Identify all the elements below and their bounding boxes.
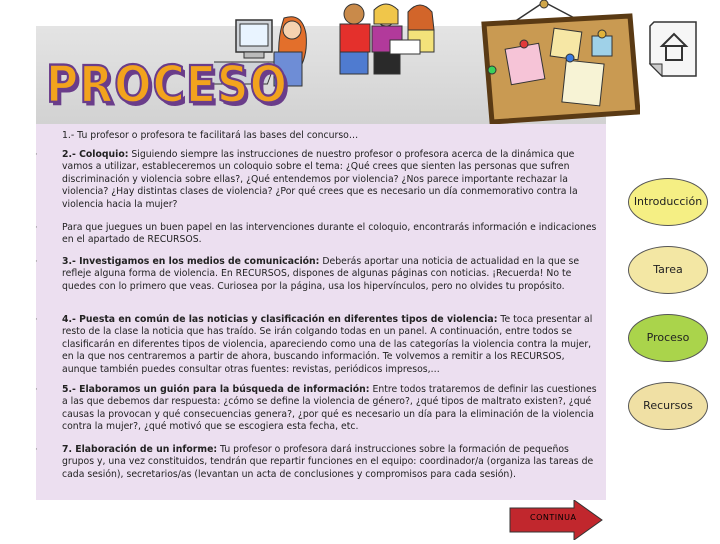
list-item: · 2.- Coloquio: Siguiendo siempre las instrucciones de nuestro profesor o profesora acerca de la dinámica que vamos a utilizar, estableceremos un coloquio sobre el tema: ¿Qué crees que sienten las personas que sufren discriminación y violencia sobre ellas?, ¿Qué entendemos por violencia? ¿Nos parece importante rechazar la violencia? ¿Hay distintas clases de violencia? ¿Por qué crees que es necesario un día conmemorativo contra la violencia hacia la mujer? [35,149,578,210]
list-item: · 3.- Investigamos en los medios de comunicación: Deberás aportar una noticia de actualidad en la que se refleje alguna forma de violencia. En RECURSOS, dispones de algunas páginas con noticias. ¡Recuerda! No te quedes con lo primero que veas. Curiosea por la página, usa los hipervínculos, pero no olvides tu propósito. [35,256,580,292]
students-illustration [330,0,440,78]
list-item: 1.- Tu profesor o profesora te facilitará las bases del concurso… [62,130,359,141]
nav-button-proceso[interactable]: Proceso [628,314,708,362]
bullet: · [35,385,38,395]
home-button[interactable] [648,20,698,78]
list-item: · 5.- Elaboramos un guión para la búsqueda de información: Entre todos trataremos de definir las cuestiones a las que debemos dar respuesta: ¿cómo se define la violencia de género?, ¿qué tipos de maltrato existen?, ¿qué causas la provocan y qué consecuencias genera?, ¿por qué es necesario un día para la eliminación de la violencia contra la mujer?, ¿qué motivó que se escogiera esta fecha, etc. [35,384,597,433]
page-title: PROCESO [46,56,288,115]
process-content [36,124,606,500]
nav-button-introduccion[interactable]: Introducción [628,178,708,226]
list-item: · Para que juegues un buen papel en las intervenciones durante el coloquio, encontrarás información e indicaciones en el apartado de RECURSOS. [35,222,597,246]
corkboard-illustration [470,0,640,126]
continua-label: CONTINUA [530,513,577,522]
continua-button[interactable] [508,500,604,540]
bullet: · [35,315,38,325]
list-item: · 4.- Puesta en común de las noticias y clasificación en diferentes tipos de violencia: Te toca presentar al resto de la clase la noticia que has traído. Se irán colgando todas en un panel. A continuación, entre todos se clasificarán en diferentes tipos de violencia, apareciendo como una de las categorías la violencia contra la mujer, en la que nos centraremos a partir de ahora, buscando información. Te volvemos a remitir a los RECURSOS, aunque también puedes consultar otras fuentes: revistas, periódicos impresos,… [35,314,593,375]
bullet: · [35,150,38,160]
list-item: · 7. Elaboración de un informe: Tu profesor o profesora dará instrucciones sobre la formación de pequeños grupos y, una vez constituidos, tendrán que repartir funciones en el equipo: coordinador/a (organiza las tareas de cada sesión), secretarios/as (levantan un acta de conclusiones y compromisos para cada sesión). [35,444,594,480]
nav-button-recursos[interactable]: Recursos [628,382,708,430]
bullet: · [35,257,38,267]
nav-button-tarea[interactable]: Tarea [628,246,708,294]
bullet: · [35,445,38,455]
bullet: · [35,223,38,233]
